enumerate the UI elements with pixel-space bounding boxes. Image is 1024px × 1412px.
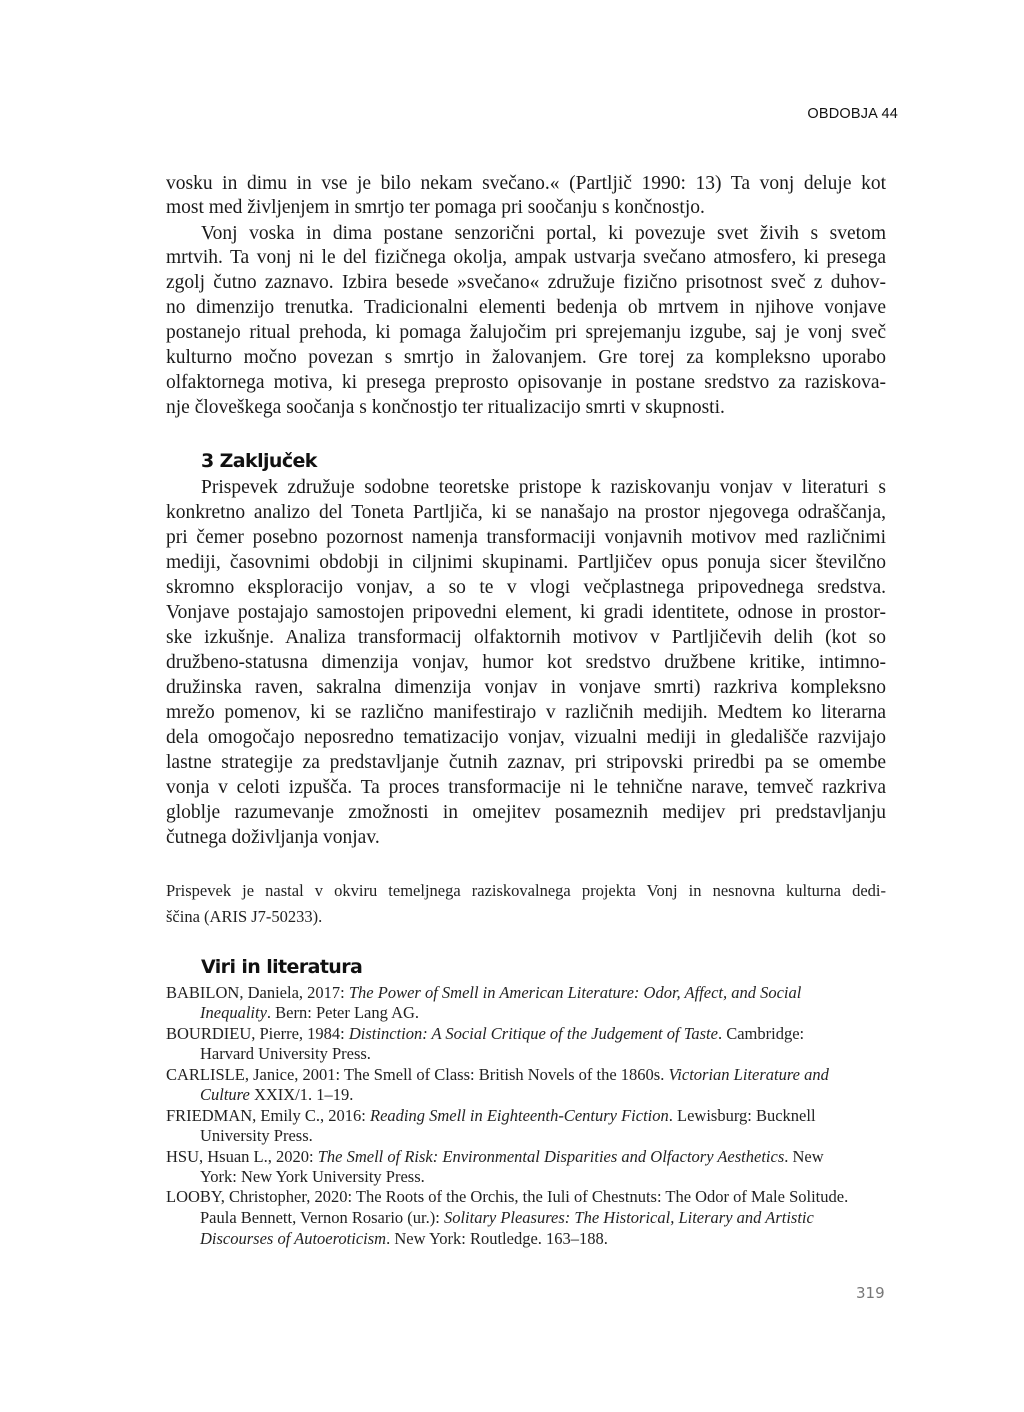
- body-text-line: kulturno močno povezan s smrtjo in žalovanjem. Gre torej za kompleksno uporabo: [166, 347, 886, 368]
- section-heading: 3 Zaključek: [201, 450, 317, 472]
- body-text-line: most med življenjem in smrtjo ter pomaga pri soočanju s končnostjo.: [166, 197, 705, 218]
- page-number: 319: [856, 1284, 885, 1302]
- body-text-line: čutnega doživljanja vonjav.: [166, 827, 380, 848]
- body-text-line: konkretno analizo del Toneta Partljiča, ki se nanašajo na prostor njegovega odraščanja,: [166, 502, 886, 523]
- body-text-line: no dimenzijo trenutka. Tradicionalni elementi bedenja ob mrtvem in njihove vonjave: [166, 297, 886, 318]
- running-header: OBDOBJA 44: [807, 106, 898, 122]
- acknowledgement-line: Prispevek je nastal v okviru temeljnega raziskovalnega projekta Vonj in nesnovna kulturna dedi-: [166, 881, 886, 900]
- body-text-line: olfaktornega motiva, ki presega preprosto opisovanje in postane sredstvo za raziskova-: [166, 372, 886, 393]
- body-text-line: skromno eksploracijo vonjav, a so te v vlogi večplastnega pripovednega sredstva.: [166, 577, 886, 598]
- body-text-line: vosku in dimu in vse je bilo nekam svečano.« (Partljič 1990: 13) Ta vonj deluje kot: [166, 173, 886, 194]
- body-text-line: ske izkušnje. Analiza transformacij olfaktornih motivov v Partljičevih delih (kot so: [166, 627, 886, 648]
- body-text-line: nje človeškega soočanja s končnostjo ter ritualizacijo smrti v skupnosti.: [166, 397, 725, 418]
- body-text-line: vonja v celoti izpušča. Ta proces transformacije ni le tehnične narave, temveč razkriva: [166, 777, 886, 798]
- body-text-line: dela omogočajo neposredno tematizacijo vonjav, vizualni mediji in gledališče razvijajo: [166, 727, 886, 748]
- body-text-line: Vonj voska in dima postane senzorični portal, ki povezuje svet živih s svetom: [201, 223, 886, 244]
- body-text-line: zgolj čutno zaznavo. Izbira besede »svečano« združuje fizično prisotnost sveč z duhov-: [166, 272, 886, 293]
- body-text-line: postanejo ritual prehoda, ki pomaga žalujočim pri sprejemanju izgube, saj je vonj sveč: [166, 322, 886, 343]
- body-text-line: Prispevek združuje sodobne teoretske pristope k raziskovanju vonjav v literaturi s: [201, 477, 886, 498]
- acknowledgement-line: ščina (ARIS J7-50233).: [166, 907, 323, 926]
- body-text-line: mrežo pomenov, ki se različno manifestirajo v različnih medijih. Medtem ko literarna: [166, 702, 886, 723]
- body-text-line: mrtvih. Ta vonj ni le del fizičnega okolja, ampak ustvarja svečano atmosfero, ki presega: [166, 247, 886, 268]
- body-text-line: globlje razumevanje zmožnosti in omejitev posameznih medijev pri predstavljanju: [166, 802, 886, 823]
- references-heading: Viri in literatura: [201, 956, 363, 978]
- body-text-line: družbeno-statusna dimenzija vonjav, humor kot sredstvo družbene kritike, intimno-: [166, 652, 886, 673]
- body-text-line: pri čemer posebno pozornost namenja transformaciji vonjavnih motivov med različnimi: [166, 527, 886, 548]
- body-text-line: mediji, časovnimi obdobji in ciljnimi skupinami. Partljičev opus ponuja sicer številčno: [166, 552, 886, 573]
- body-text-line: Vonjave postajajo samostojen pripovedni element, ki gradi identitete, odnose in prostor-: [166, 602, 886, 623]
- body-text-line: lastne strategije za predstavljanje čutnih zaznav, pri stripovski priredbi pa se omembe: [166, 752, 886, 773]
- body-text-line: družinska raven, sakralna dimenzija vonjav in vonjave smrti) razkriva kompleksno: [166, 677, 886, 698]
